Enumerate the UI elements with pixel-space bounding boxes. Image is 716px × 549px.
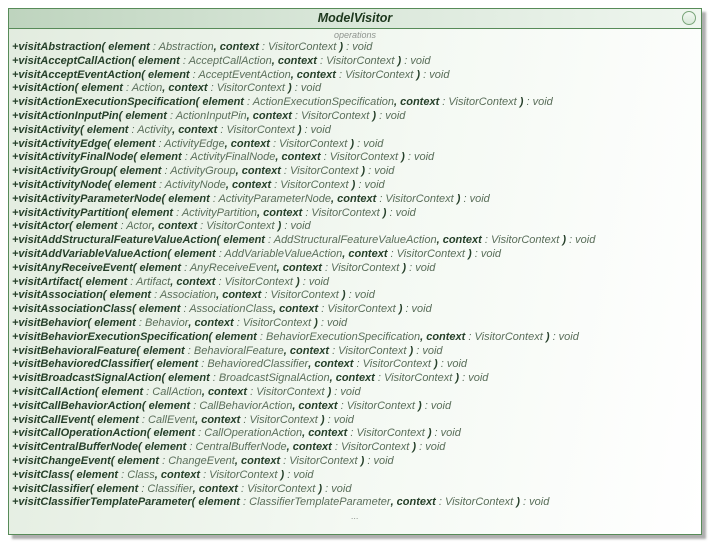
operation-name-segment: +visitAcceptEventAction( element: [12, 68, 190, 81]
operation-row[interactable]: [9, 82, 701, 96]
operation-type-segment: : void: [404, 151, 435, 164]
operation-name-segment: , context: [154, 468, 201, 481]
operation-name-segment: , context: [172, 123, 218, 136]
operation-type-segment: : VisitorContext: [481, 234, 560, 247]
operation-type-segment: : VisitorContext: [302, 206, 380, 219]
operation-name-segment: ): [542, 330, 550, 343]
operation-type-segment: : ActivityFinalNode: [181, 151, 276, 164]
operation-name-segment: +visitAcceptCallAction( element: [12, 54, 180, 67]
operation-name-segment: ): [324, 385, 332, 398]
operation-name-segment: +visitActivity( element: [12, 123, 129, 136]
operation-name-segment: +visitActivityFinalNode( element: [12, 151, 182, 164]
operation-name-segment: , context: [292, 399, 338, 412]
operation-name-segment: , context: [216, 289, 262, 302]
operation-name-segment: ): [336, 41, 344, 53]
operation-row[interactable]: [9, 55, 701, 69]
operation-type-segment: : void: [471, 247, 502, 260]
operation-type-segment: : CallBehaviorAction: [190, 399, 293, 412]
operation-name-segment: ): [284, 82, 292, 95]
operation-type-segment: : void: [317, 316, 348, 329]
operation-type-segment: : VisitorContext: [376, 192, 454, 205]
operation-type-segment: : void: [386, 206, 416, 219]
operation-type-segment: : void: [413, 344, 443, 357]
operation-name-segment: , context: [342, 247, 388, 260]
operation-name-segment: , context: [308, 358, 354, 371]
operation-name-segment: ): [452, 372, 460, 385]
operation-name-segment: +visitBroadcastSignalAction( element: [12, 372, 210, 385]
operation-row[interactable]: [9, 96, 701, 110]
operation-name-segment: +visitCallBehaviorAction( element: [12, 399, 191, 412]
operation-type-segment: : VisitorContext: [240, 413, 318, 426]
operation-name-segment: +visitBehavioredClassifier( element: [12, 358, 199, 371]
operation-type-segment: : VisitorContext: [215, 275, 293, 288]
operation-type-segment: : VisitorContext: [318, 303, 396, 316]
operation-name-segment: , context: [188, 316, 234, 329]
operation-row[interactable]: [9, 151, 701, 165]
operation-type-segment: : VisitorContext: [280, 454, 358, 467]
operation-name-segment: , context: [302, 427, 348, 440]
operation-name-segment: +visitCallOperationAction( element: [12, 427, 196, 440]
operation-row[interactable]: [9, 496, 701, 510]
operation-name-segment: ): [398, 151, 405, 164]
operation-type-segment: : AcceptEventAction: [189, 68, 291, 81]
operation-name-segment: , context: [331, 192, 377, 205]
operation-name-segment: ): [311, 316, 318, 329]
operation-type-segment: : VisitorContext: [233, 316, 312, 329]
operation-type-segment: : ChangeEvent: [159, 454, 235, 467]
operation-type-segment: : void: [376, 109, 406, 122]
operation-type-segment: : CallAction: [143, 385, 202, 398]
operation-name-segment: +visitArtifact( element: [12, 275, 128, 288]
operation-type-segment: : Behavior: [135, 316, 189, 329]
operation-name-segment: ): [292, 275, 300, 288]
operation-type-segment: : void: [406, 261, 436, 274]
operation-type-segment: : void: [549, 330, 579, 343]
operation-row[interactable]: [9, 193, 701, 207]
operation-name-segment: ): [348, 178, 356, 191]
operation-type-segment: : Actor: [117, 220, 152, 233]
operation-type-segment: : ActivityPartition: [173, 206, 258, 219]
class-title-bar[interactable]: [9, 9, 701, 29]
operation-name-segment: ): [409, 441, 417, 454]
operation-row[interactable]: [9, 414, 701, 428]
operation-type-segment: : VisitorContext: [331, 441, 410, 454]
operation-name-segment: , context: [271, 54, 317, 67]
operation-name-segment: +visitBehaviorExecutionSpecification( element: [12, 330, 257, 343]
operation-name-segment: +visitActor( element: [12, 220, 118, 233]
operation-type-segment: : ActivityNode: [155, 178, 226, 191]
operation-type-segment: : Abstraction: [149, 41, 214, 53]
operation-name-segment: +visitAbstraction( element: [12, 41, 150, 53]
operation-row[interactable]: [9, 69, 701, 83]
operation-type-segment: : VisitorContext: [291, 109, 370, 122]
operation-name-segment: ): [358, 165, 366, 178]
operation-type-segment: : Association: [151, 289, 217, 302]
operation-type-segment: : VisitorContext: [337, 399, 415, 412]
operation-type-segment: : VisitorContext: [271, 178, 349, 191]
operation-row[interactable]: [9, 427, 701, 441]
operation-name-segment: , context: [213, 41, 259, 53]
operation-name-segment: , context: [192, 482, 238, 495]
operation-type-segment: : VisitorContext: [347, 427, 425, 440]
operation-name-segment: +visitAnyReceiveEvent( element: [12, 261, 182, 274]
operation-row[interactable]: [9, 207, 701, 221]
operation-name-segment: ): [415, 399, 422, 412]
operation-type-segment: : VisitorContext: [387, 247, 465, 260]
operation-type-segment: : void: [284, 468, 314, 481]
operation-name-segment: +visitClassifier( element: [12, 482, 139, 495]
operation-type-segment: : void: [566, 234, 596, 247]
operation-type-segment: : ActionInputPin: [166, 109, 247, 122]
operation-name-segment: +visitBehavioralFeature( element: [12, 344, 185, 357]
operation-row[interactable]: [9, 400, 701, 414]
operation-row[interactable]: [9, 262, 701, 276]
operation-type-segment: : VisitorContext: [200, 468, 278, 481]
operation-type-segment: : VisitorContext: [316, 54, 395, 67]
operation-type-segment: : Action: [122, 82, 163, 95]
operation-name-segment: ): [317, 413, 325, 426]
operation-type-segment: : VisitorContext: [217, 123, 295, 136]
operation-name-segment: ): [399, 261, 407, 274]
operations-list: [9, 41, 701, 510]
operation-type-segment: : void: [343, 41, 373, 53]
operation-row[interactable]: [9, 41, 701, 55]
operation-name-segment: ): [395, 303, 403, 316]
operation-type-segment: : Classifier: [138, 482, 193, 495]
operation-name-segment: ): [277, 468, 285, 481]
operation-type-segment: : void: [401, 54, 431, 67]
operation-name-segment: , context: [224, 137, 270, 150]
operation-name-segment: +visitAssociationClass( element: [12, 303, 181, 316]
operation-name-segment: , context: [275, 151, 321, 164]
operation-row[interactable]: [9, 331, 701, 345]
operation-type-segment: : void: [460, 192, 490, 205]
operation-name-segment: , context: [246, 109, 292, 122]
operation-type-segment: : AcceptCallAction: [179, 54, 272, 67]
operation-type-segment: : AnyReceiveEvent: [181, 261, 277, 274]
operation-name-segment: +visitAssociation( element: [12, 289, 152, 302]
operation-type-segment: : Class: [118, 468, 155, 481]
operation-name-segment: +visitActivityParameterNode( element: [12, 192, 210, 205]
operation-type-segment: : ActivityParameterNode: [209, 192, 332, 205]
operation-row[interactable]: [9, 165, 701, 179]
operation-row[interactable]: [9, 358, 701, 372]
operation-name-segment: ): [294, 123, 302, 136]
operation-name-segment: , context: [390, 496, 436, 509]
operation-type-segment: : void: [354, 137, 384, 150]
operation-type-segment: : BehavioredClassifier: [198, 358, 309, 371]
operation-name-segment: , context: [234, 454, 281, 467]
operation-row[interactable]: [9, 483, 701, 497]
operation-type-segment: : void: [364, 454, 394, 467]
operation-row[interactable]: [9, 372, 701, 386]
operation-type-segment: : void: [345, 289, 375, 302]
operation-name-segment: , context: [290, 68, 336, 81]
operation-name-segment: , context: [286, 441, 332, 454]
operation-name-segment: +visitAction( element: [12, 82, 123, 95]
operation-name-segment: +visitCallEvent( element: [12, 413, 139, 426]
operations-ellipsis: ...: [351, 511, 359, 522]
operation-row[interactable]: [9, 124, 701, 138]
operation-type-segment: : VisitorContext: [247, 385, 325, 398]
operation-row[interactable]: [9, 469, 701, 483]
class-title[interactable]: ModelVisitor: [317, 11, 393, 25]
operation-name-segment: +visitActivityPartition( element: [12, 206, 174, 219]
operation-type-segment: : AddStructuralFeatureValueAction: [264, 234, 437, 247]
operation-name-segment: +visitClassifierTemplateParameter( element: [12, 496, 240, 509]
operation-type-segment: : ActivityGroup: [161, 165, 236, 178]
collapse-circle-icon[interactable]: [682, 11, 696, 25]
operation-type-segment: : Activity: [128, 123, 173, 136]
operation-type-segment: : VisitorContext: [329, 344, 407, 357]
operation-name-segment: +visitActionExecutionSpecification( element: [12, 96, 244, 109]
operation-type-segment: : VisitorContext: [465, 330, 543, 343]
operation-name-segment: ): [464, 247, 472, 260]
operation-type-segment: : VisitorContext: [261, 289, 339, 302]
operation-type-segment: : VisitorContext: [320, 151, 399, 164]
operation-row[interactable]: [9, 179, 701, 193]
operation-type-segment: : void: [402, 303, 432, 316]
operation-row[interactable]: [9, 248, 701, 262]
operation-name-segment: ): [379, 206, 387, 219]
operation-name-segment: ): [315, 482, 323, 495]
operation-name-segment: +visitActionInputPin( element: [12, 109, 167, 122]
operation-type-segment: : void: [437, 358, 468, 371]
operation-name-segment: , context: [276, 261, 322, 274]
operation-type-segment: : void: [299, 275, 330, 288]
operation-type-segment: : void: [365, 165, 395, 178]
operation-type-segment: : VisitorContext: [269, 137, 348, 150]
operation-name-segment: , context: [225, 178, 272, 191]
operation-row[interactable]: [9, 303, 701, 317]
operation-type-segment: : VisitorContext: [335, 68, 414, 81]
operation-type-segment: : VisitorContext: [197, 220, 275, 233]
operation-type-segment: : VisitorContext: [258, 41, 337, 53]
operation-row[interactable]: [9, 345, 701, 359]
operation-name-segment: +visitClass( element: [12, 468, 119, 481]
operation-type-segment: : VisitorContext: [321, 261, 400, 274]
operation-type-segment: : void: [416, 441, 446, 454]
operation-name-segment: , context: [151, 220, 198, 233]
operation-name-segment: +visitCallAction( element: [12, 385, 144, 398]
operation-row[interactable]: [9, 110, 701, 124]
operation-row[interactable]: [9, 276, 701, 290]
operation-name-segment: , context: [195, 413, 241, 426]
operation-name-segment: +visitActivityNode( element: [12, 178, 156, 191]
operation-type-segment: : void: [322, 482, 352, 495]
operation-type-segment: : ActivityEdge: [155, 137, 225, 150]
operation-type-segment: : void: [420, 68, 450, 81]
operation-name-segment: , context: [162, 82, 208, 95]
operation-row[interactable]: [9, 386, 701, 400]
operation-type-segment: : void: [291, 82, 322, 95]
operation-name-segment: ): [406, 344, 414, 357]
operation-name-segment: ): [424, 427, 432, 440]
operation-name-segment: ): [413, 68, 421, 81]
operation-name-segment: , context: [201, 385, 248, 398]
operation-name-segment: ): [516, 96, 524, 109]
operation-type-segment: : void: [281, 220, 311, 233]
operation-type-segment: : void: [301, 123, 331, 136]
operation-type-segment: : void: [355, 178, 385, 191]
operation-name-segment: +visitBehavior( element: [12, 316, 136, 329]
operation-name-segment: , context: [235, 165, 281, 178]
operation-type-segment: : AddVariableValueAction: [215, 247, 343, 260]
operations-compartment-label: operations: [333, 30, 377, 40]
operation-name-segment: ): [369, 109, 377, 122]
operation-name-segment: ): [559, 234, 567, 247]
operation-row[interactable]: [9, 289, 701, 303]
operation-type-segment: : VisitorContext: [439, 96, 517, 109]
operation-name-segment: ): [453, 192, 461, 205]
operation-type-segment: : void: [331, 385, 361, 398]
operation-name-segment: ): [347, 137, 355, 150]
operation-type-segment: : AssociationClass: [180, 303, 273, 316]
operation-row[interactable]: [9, 441, 701, 455]
operation-name-segment: +visitAddStructuralFeatureValueAction( element: [12, 234, 265, 247]
operation-type-segment: : BehaviorExecutionSpecification: [256, 330, 421, 343]
operation-type-segment: : void: [523, 96, 553, 109]
operation-name-segment: , context: [420, 330, 466, 343]
operation-name-segment: , context: [272, 303, 319, 316]
operation-name-segment: +visitActivityGroup( element: [12, 165, 162, 178]
operation-row[interactable]: [9, 455, 701, 469]
operation-name-segment: , context: [329, 372, 375, 385]
operation-name-segment: ): [430, 358, 438, 371]
operation-type-segment: : void: [421, 399, 452, 412]
operations-compartment: [9, 29, 701, 522]
operation-row[interactable]: [9, 220, 701, 234]
operation-type-segment: : void: [519, 496, 550, 509]
operation-name-segment: ): [338, 289, 346, 302]
operation-row[interactable]: [9, 138, 701, 152]
operation-name-segment: , context: [283, 344, 330, 357]
operation-type-segment: : CallOperationAction: [195, 427, 303, 440]
operation-type-segment: : Artifact: [127, 275, 171, 288]
operation-name-segment: ): [394, 54, 402, 67]
operation-name-segment: , context: [170, 275, 216, 288]
operation-type-segment: : void: [324, 413, 354, 426]
operation-type-segment: : VisitorContext: [237, 482, 316, 495]
operation-name-segment: +visitChangeEvent( element: [12, 454, 160, 467]
operation-type-segment: : ActionExecutionSpecification: [243, 96, 394, 109]
operation-type-segment: : VisitorContext: [435, 496, 514, 509]
operation-type-segment: : CallEvent: [138, 413, 196, 426]
operation-name-segment: ): [357, 454, 365, 467]
operation-row[interactable]: [9, 317, 701, 331]
operation-name-segment: , context: [436, 234, 482, 247]
operation-type-segment: : void: [459, 372, 489, 385]
operation-type-segment: : VisitorContext: [280, 165, 359, 178]
operation-type-segment: : BroadcastSignalAction: [209, 372, 330, 385]
operation-name-segment: +visitCentralBufferNode( element: [12, 441, 187, 454]
operation-name-segment: +visitActivityEdge( element: [12, 137, 156, 150]
operation-type-segment: : BehavioralFeature: [184, 344, 284, 357]
operation-type-segment: : CentralBufferNode: [186, 441, 287, 454]
operation-row[interactable]: [9, 234, 701, 248]
operation-type-segment: : VisitorContext: [353, 358, 431, 371]
uml-class-modelvisitor[interactable]: [8, 8, 702, 535]
operation-name-segment: ): [274, 220, 282, 233]
operation-type-segment: : ClassifierTemplateParameter: [239, 496, 391, 509]
operation-name-segment: , context: [394, 96, 440, 109]
operation-name-segment: , context: [257, 206, 303, 219]
operation-name-segment: +visitAddVariableValueAction( element: [12, 247, 216, 260]
operation-type-segment: : VisitorContext: [374, 372, 453, 385]
operation-type-segment: : VisitorContext: [207, 82, 285, 95]
operation-type-segment: : void: [431, 427, 461, 440]
operation-name-segment: ): [513, 496, 520, 509]
